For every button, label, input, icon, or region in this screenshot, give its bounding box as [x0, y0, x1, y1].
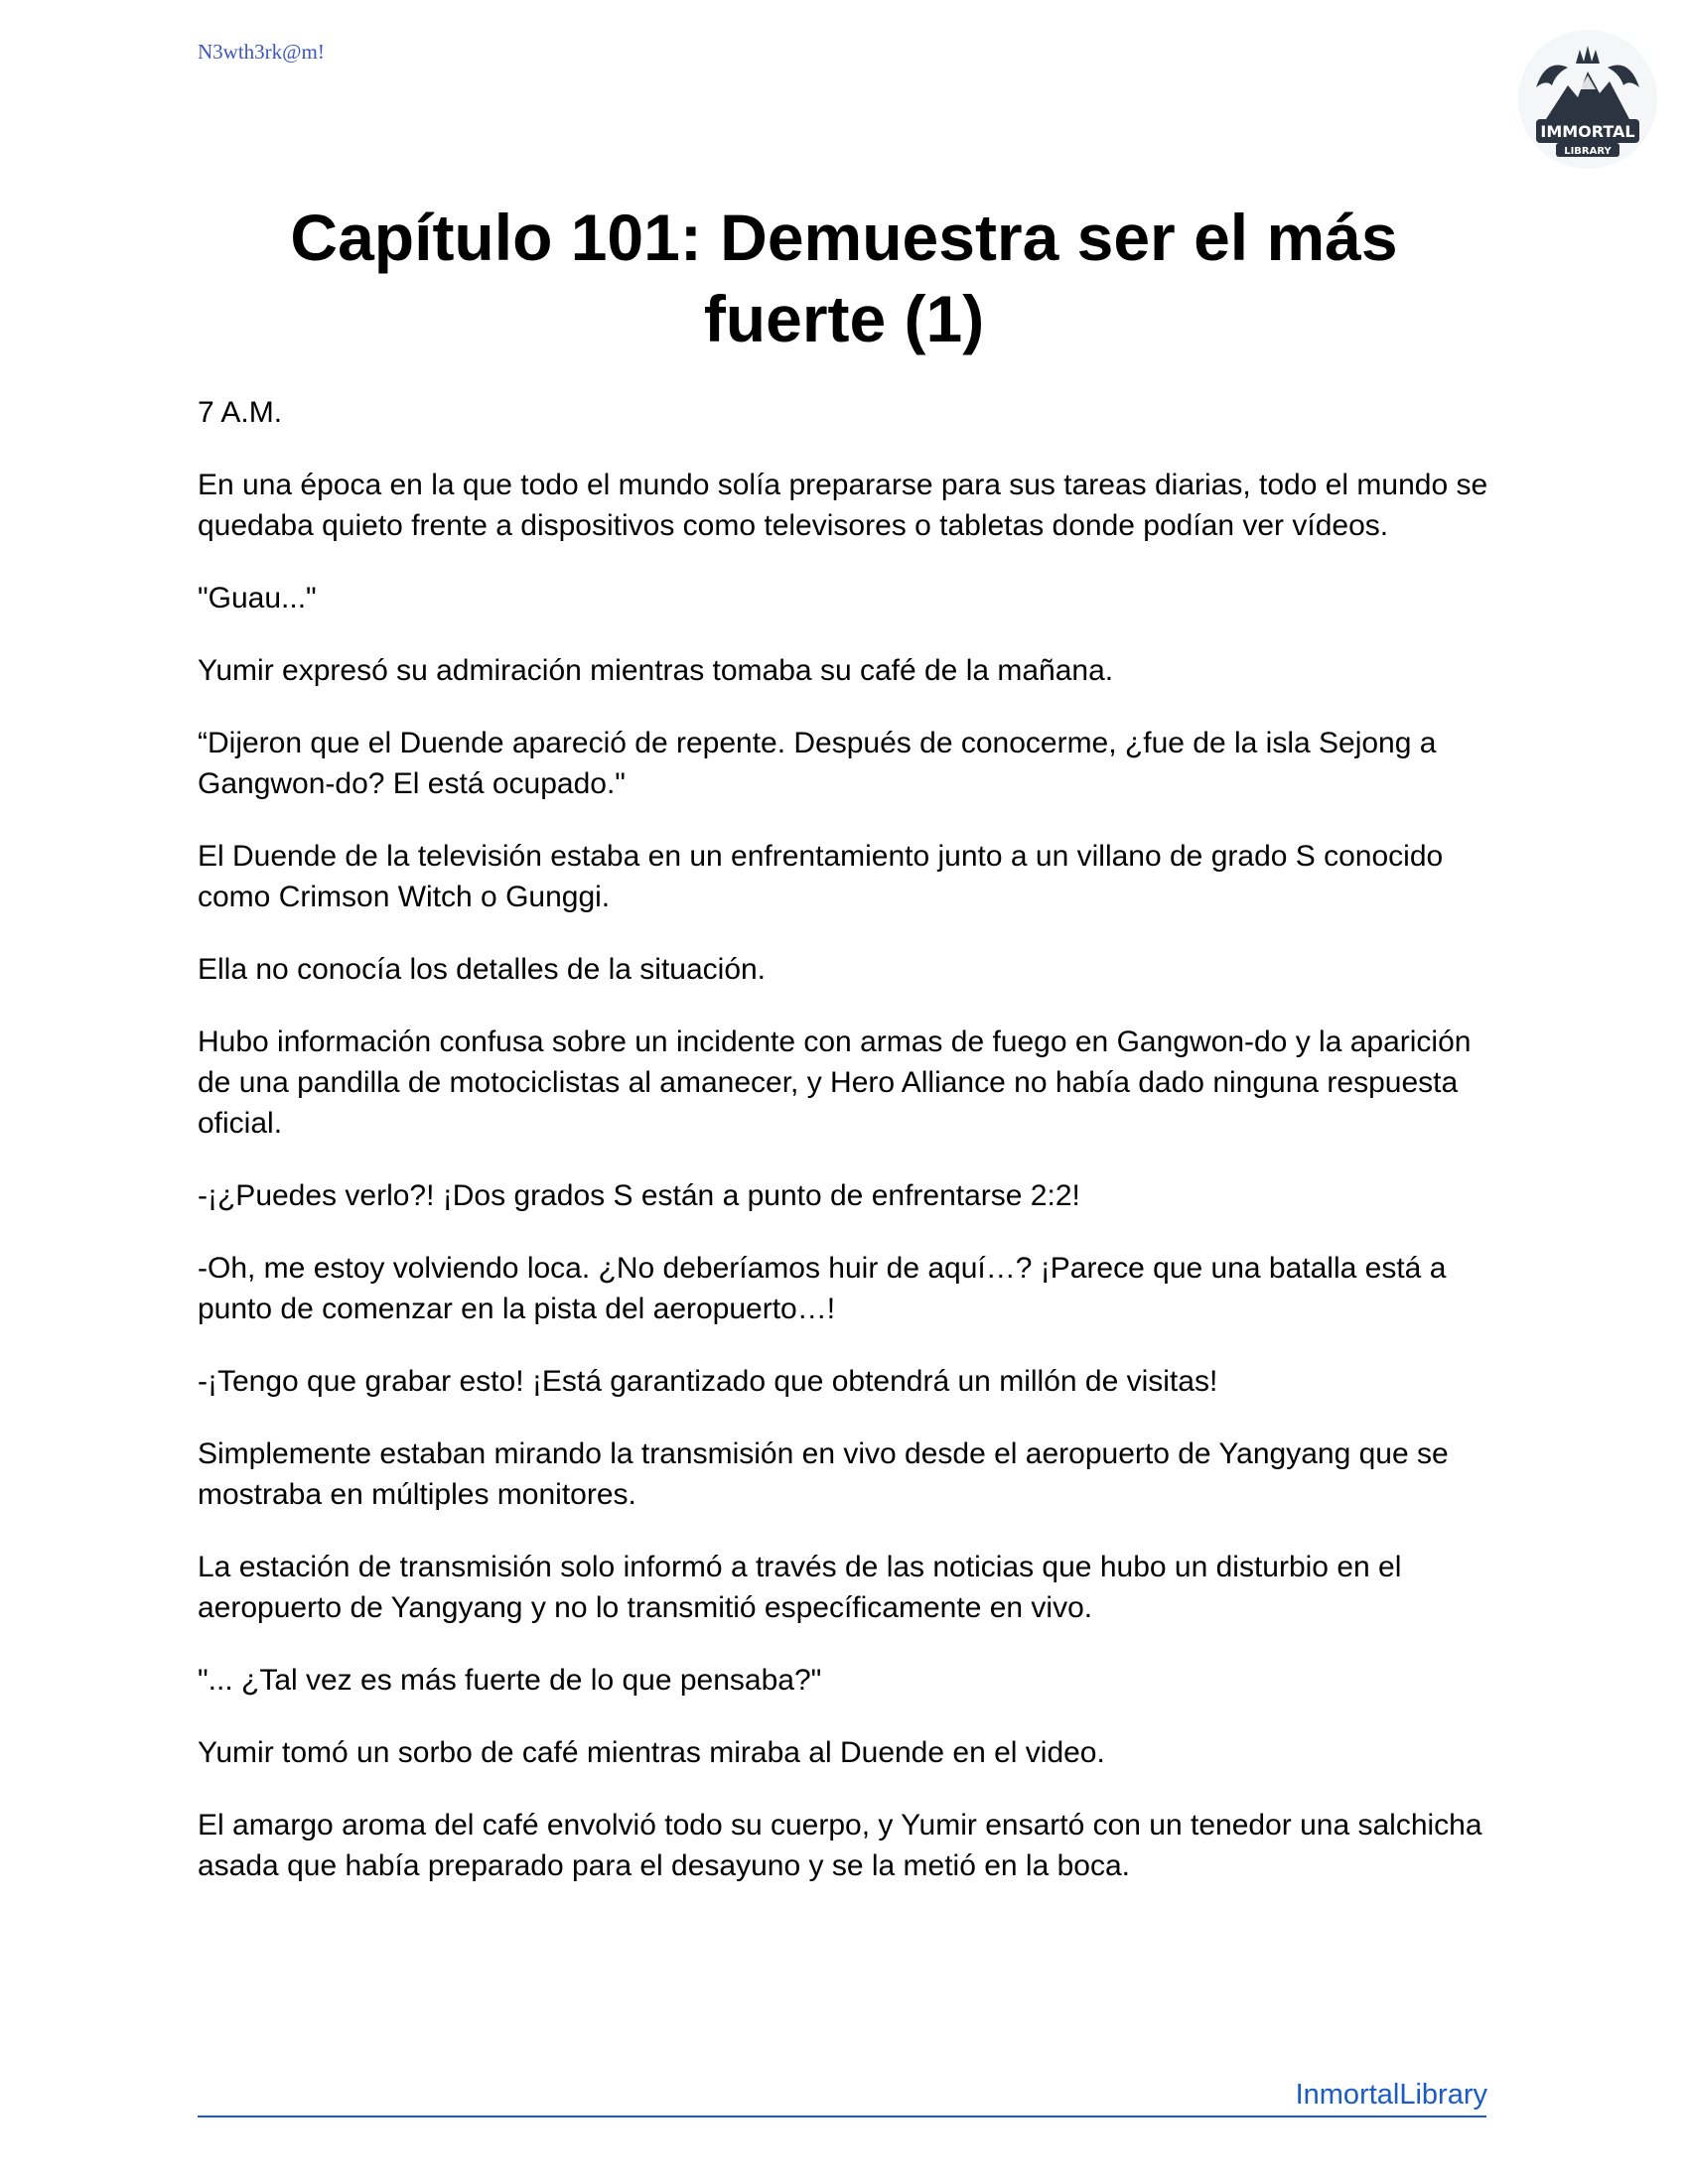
logo-text-library: LIBRARY [1564, 146, 1612, 157]
paragraph: En una época en la que todo el mundo solía prepararse para sus tareas diarias, todo el mundo se quedaba quieto frente a dispositivos como televisores o tabletas donde podían ver vídeos. [198, 469, 1488, 542]
logo-text-immortal: IMMORTAL [1540, 122, 1635, 141]
paragraph: Yumir expresó su admiración mientras tomaba su café de la mañana. [198, 654, 1114, 687]
paragraph: La estación de transmisión solo informó a través de las noticias que hubo un disturbio en el aeropuerto de Yangyang y no lo transmitió específicamente en vivo. [198, 1551, 1402, 1624]
paragraph: 7 A.M. [198, 396, 283, 429]
paragraph: Simplemente estaban mirando la transmisión en vivo desde el aeropuerto de Yangyang que se mostraba en múltiples monitores. [198, 1437, 1449, 1511]
immortal-library-logo-icon [1516, 28, 1659, 171]
paragraph: -¡¿Puedes verlo?! ¡Dos grados S están a punto de enfrentarse 2:2! [198, 1179, 1080, 1212]
paragraph: -Oh, me estoy volviendo loca. ¿No deberíamos huir de aquí…? ¡Parece que una batalla está a punto de comenzar en la pista del aeropuerto…! [198, 1252, 1447, 1325]
paragraph: El Duende de la televisión estaba en un enfrentamiento junto a un villano de grado S conocido como Crimson Witch o Gunggi. [198, 840, 1444, 913]
chapter-body [198, 392, 1498, 1918]
paragraph: “Dijeron que el Duende apareció de repente. Después de conocerme, ¿fue de la isla Sejong a Gangwon-do? El está ocupado." [198, 727, 1437, 800]
watermark-text: N3wth3rk@m! [198, 40, 325, 64]
paragraph: Hubo información confusa sobre un incidente con armas de fuego en Gangwon-do y la aparición de una pandilla de motociclistas al amanecer, y Hero Alliance no había dado ninguna respuesta oficial. [198, 1025, 1472, 1140]
paragraph: Yumir tomó un sorbo de café mientras miraba al Duende en el video. [198, 1736, 1105, 1769]
chapter-title: Capítulo 101: Demuestra ser el más fuerte (1) [290, 201, 1398, 355]
paragraph: -¡Tengo que grabar esto! ¡Está garantizado que obtendrá un millón de visitas! [198, 1365, 1218, 1398]
paragraph: El amargo aroma del café envolvió todo su cuerpo, y Yumir ensartó con un tenedor una salchicha asada que había preparado para el desayuno y se la metió en la boca. [198, 1809, 1482, 1882]
footer-link-inmortal-library[interactable]: InmortalLibrary [1295, 2079, 1487, 2111]
paragraph: "Guau..." [198, 582, 317, 614]
paragraph: Ella no conocía los detalles de la situación. [198, 953, 767, 986]
footer-divider [198, 2116, 1486, 2117]
paragraph: "... ¿Tal vez es más fuerte de lo que pensaba?" [198, 1664, 822, 1697]
